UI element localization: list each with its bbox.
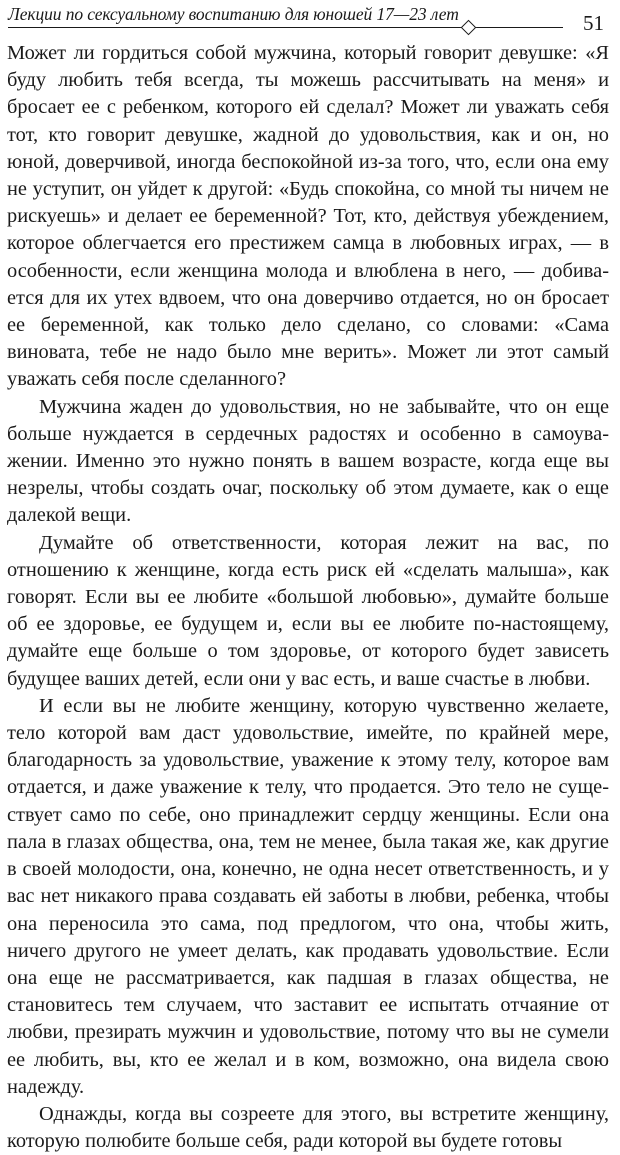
- page-number: 51: [583, 11, 604, 35]
- paragraph: Однажды, когда вы созреете для этого, вы встретите женщину, которую полюбите больше себя, ради которой вы будете готовы: [7, 1102, 609, 1153]
- header-rule: [8, 27, 563, 28]
- running-title: Лекции по сексуальному воспитанию для юношей 17—23 лет: [8, 4, 459, 24]
- running-header: [8, 3, 608, 37]
- paragraph: Может ли гордиться собой мужчина, который говорит девушке: «Я буду любить тебя всегда, ты можешь рассчитывать на меня» и бросает ее с ребенком, которого ей сделал? Может ли уважать себя тот, кто говорит девушке, жадной до удовольствия, как и он, но юной, доверчивой, иногда беспокойной из-за того, что, если она ему не уступит, он уйдет к другой: «Будь спокойна, со мной ты ничем не рискуешь» и делает ее беременной? Тот, кто, действуя убеждением, которое облегчается его престижем самца в любовных играх, — в особенности, если женщина молода и влюблена в него, — добивается для их утех вдвоем, что она доверчиво отдается, но он бросает ее беременной, как только дело сделано, со словами: «Сама виновата, тебе не надо было мне верить». Может ли этот самый уважать себя после сделанного?: [7, 42, 609, 391]
- body-text: [7, 40, 609, 1155]
- paragraph: И если вы не любите женщину, которую чувственно желаете, тело которой вам даст удовольствие, имейте, по крайней мере, благодарность за удовольствие, уважение к этому телу, которое вам отдается, и даже уважение к телу, что продается. Это тело не существует само по себе, оно принадлежит сердцу женщины. Если она пала в глазах общества, она, тем не менее, была такая же, как другие в своей молодости, она, конечно, не одна несет ответственность, и у вас нет никакого права создавать ей заботы в любви, ребенка, чтобы она переносила это сама, под предлогом, что она, чтобы жить, ничего другого не умеет делать, как продавать удовольствие. Если она еще не рассматривается, как падшая в глазах общества, не становитесь тем случаем, что заставит ее испытать отчаяние от любви, презирать мужчин и удовольствие, потому что вы не сумели ее любить, вы, кто ее желал и в ком, возможно, она видела свою надежду.: [7, 694, 609, 1098]
- paragraph: Думайте об ответственности, которая лежит на вас, по отношению к женщине, когда есть риск ей «сделать малыша», как говорят. Если вы ее любите «большой любовью», думайте больше об ее здоровье, ее будущем и, если вы ее любите по-настоящему, думайте еще больше о том здоровье, от которого будет зависеть будущее ваших детей, если они у вас есть, и ваше счастье в любви.: [7, 531, 609, 690]
- diamond-ornament-icon: [461, 20, 477, 36]
- paragraph: Мужчина жаден до удовольствия, но не забывайте, что он еще больше нуждается в сердечных радостях и особенно в самоуважении. Именно это нужно понять в вашем возрасте, когда еще вы незрелы, чтобы создать очаг, поскольку об этом думаете, как о еще далекой вещи.: [7, 395, 609, 527]
